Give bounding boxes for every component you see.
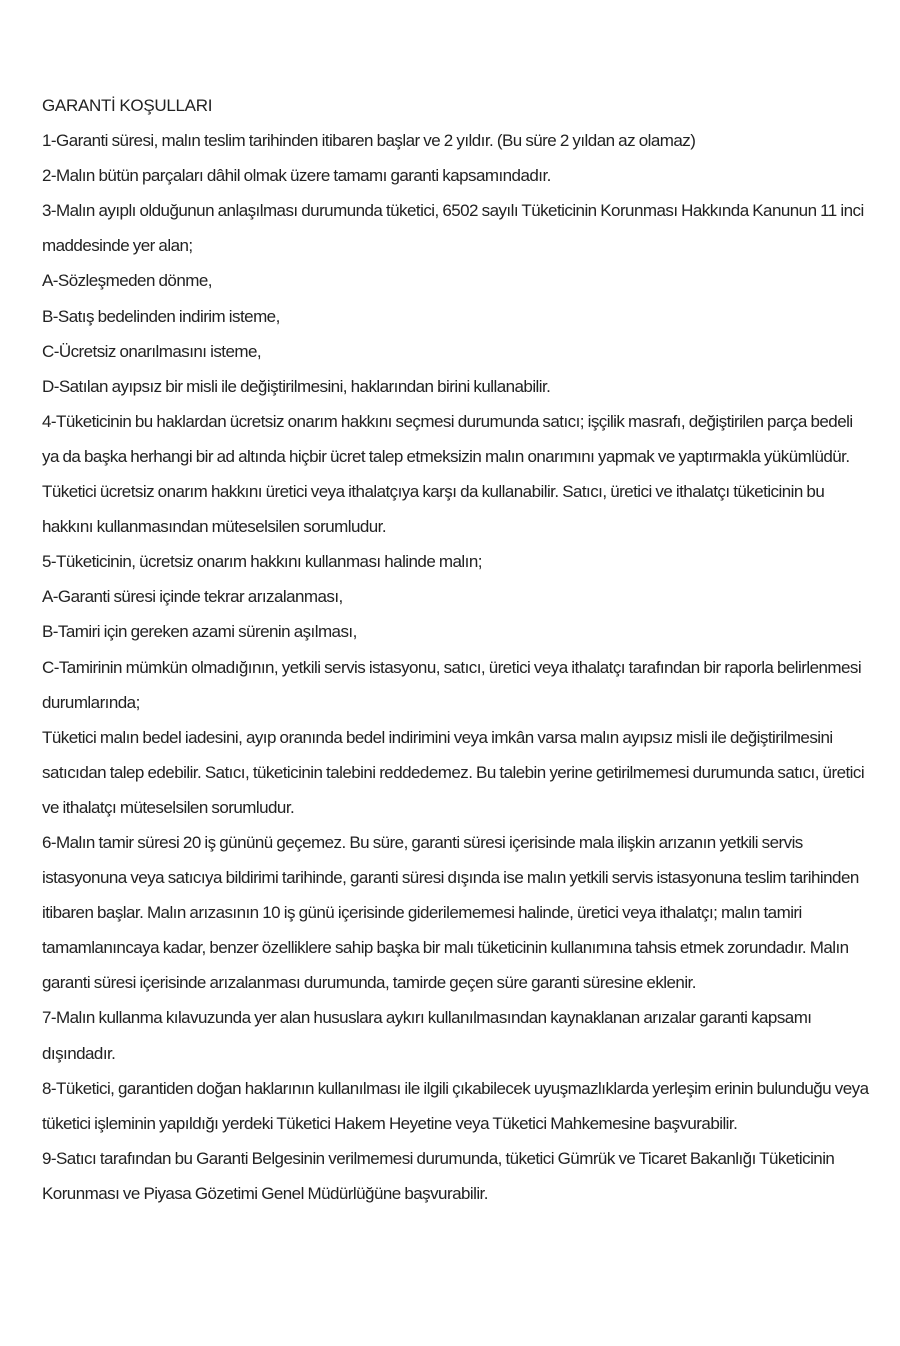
warranty-document — [42, 88, 872, 1211]
clause-3-item-b: B-Satış bedelinden indirim isteme, — [42, 306, 280, 326]
clause-5-item-c: C-Tamirinin mümkün olmadığının, yetkili servis istasyonu, satıcı, üretici veya ithalatçı tarafından bir raporla belirlenmesi durumlarında; — [42, 657, 862, 712]
clause-6: 6-Malın tamir süresi 20 iş gününü geçemez. Bu süre, garanti süresi içerisinde mala ilişkin arızanın yetkili servis istasyonuna veya satıcıya bildirimi tarihinde, garanti süresi dışında ise malın yetkili servis istasyonuna teslim tarihinden itibaren başlar. Malın arızasının 10 iş günü içerisinde giderilememesi halinde, üretici veya ithalatçı; malın tamiri tamamlanıncaya kadar, benzer özelliklere sahip başka bir malı tüketicinin kullanımına tahsis etmek zorundadır. Malın garanti süresi içerisinde arızalanması durumunda, tamirde geçen süre garanti süresine eklenir. — [42, 832, 859, 993]
clause-2: 2-Malın bütün parçaları dâhil olmak üzere tamamı garanti kapsamındadır. — [42, 166, 551, 186]
clause-3: 3-Malın ayıplı olduğunun anlaşılması durumunda tüketici, 6502 sayılı Tüketicinin Korunması Hakkında Kanunun 11 inci maddesinde yer alan; — [42, 201, 864, 256]
clause-9: 9-Satıcı tarafından bu Garanti Belgesinin verilmemesi durumunda, tüketici Gümrük ve Ticaret Bakanlığı Tüketicinin Korunması ve Piyasa Gözetimi Genel Müdürlüğüne başvurabilir. — [42, 1148, 835, 1203]
clause-5: 5-Tüketicinin, ücretsiz onarım hakkını kullanması halinde malın; — [42, 552, 482, 572]
clause-3-item-a: A-Sözleşmeden dönme, — [42, 271, 212, 291]
clause-1: 1-Garanti süresi, malın teslim tarihinden itibaren başlar ve 2 yıldır. (Bu süre 2 yıldan az olamaz) — [42, 131, 696, 151]
clause-5-consequence: Tüketici malın bedel iadesini, ayıp oranında bedel indirimini veya imkân varsa malın ayıpsız misli ile değiştirilmesini satıcıdan talep edebilir. Satıcı, tüketicinin talebini reddedemez. Bu talebin yerine getirilmemesi durumunda satıcı, üretici ve ithalatçı müteselsilen sorumludur. — [42, 727, 865, 817]
clause-8: 8-Tüketici, garantiden doğan haklarının kullanılması ile ilgili çıkabilecek uyuşmazlıklarda yerleşim erinin bulunduğu veya tüketici işleminin yapıldığı yerdeki Tüketici Hakem Heyetine veya Tüketici Mahkemesine başvurabilir. — [42, 1078, 869, 1133]
document-title: GARANTİ KOŞULLARI — [42, 96, 213, 115]
clause-5-item-b: B-Tamiri için gereken azami sürenin aşılması, — [42, 622, 357, 642]
clause-3-item-d: D-Satılan ayıpsız bir misli ile değiştirilmesini, haklarından birini kullanabilir. — [42, 376, 551, 396]
clause-3-item-c: C-Ücretsiz onarılmasını isteme, — [42, 341, 262, 361]
clause-5-item-a: A-Garanti süresi içinde tekrar arızalanması, — [42, 587, 343, 607]
clause-4: 4-Tüketicinin bu haklardan ücretsiz onarım hakkını seçmesi durumunda satıcı; işçilik masrafı, değiştirilen parça bedeli ya da başka herhangi bir ad altında hiçbir ücret talep etmeksizin malın onarımını yapmak ve yaptırmakla yükümlüdür. Tüketici ücretsiz onarım hakkını üretici veya ithalatçıya karşı da kullanabilir. Satıcı, üretici ve ithalatçı tüketicinin bu hakkını kullanmasından müteselsilen sorumludur. — [42, 411, 853, 537]
clause-7: 7-Malın kullanma kılavuzunda yer alan hususlara aykırı kullanılmasından kaynaklanan arızalar garanti kapsamı dışındadır. — [42, 1008, 812, 1063]
